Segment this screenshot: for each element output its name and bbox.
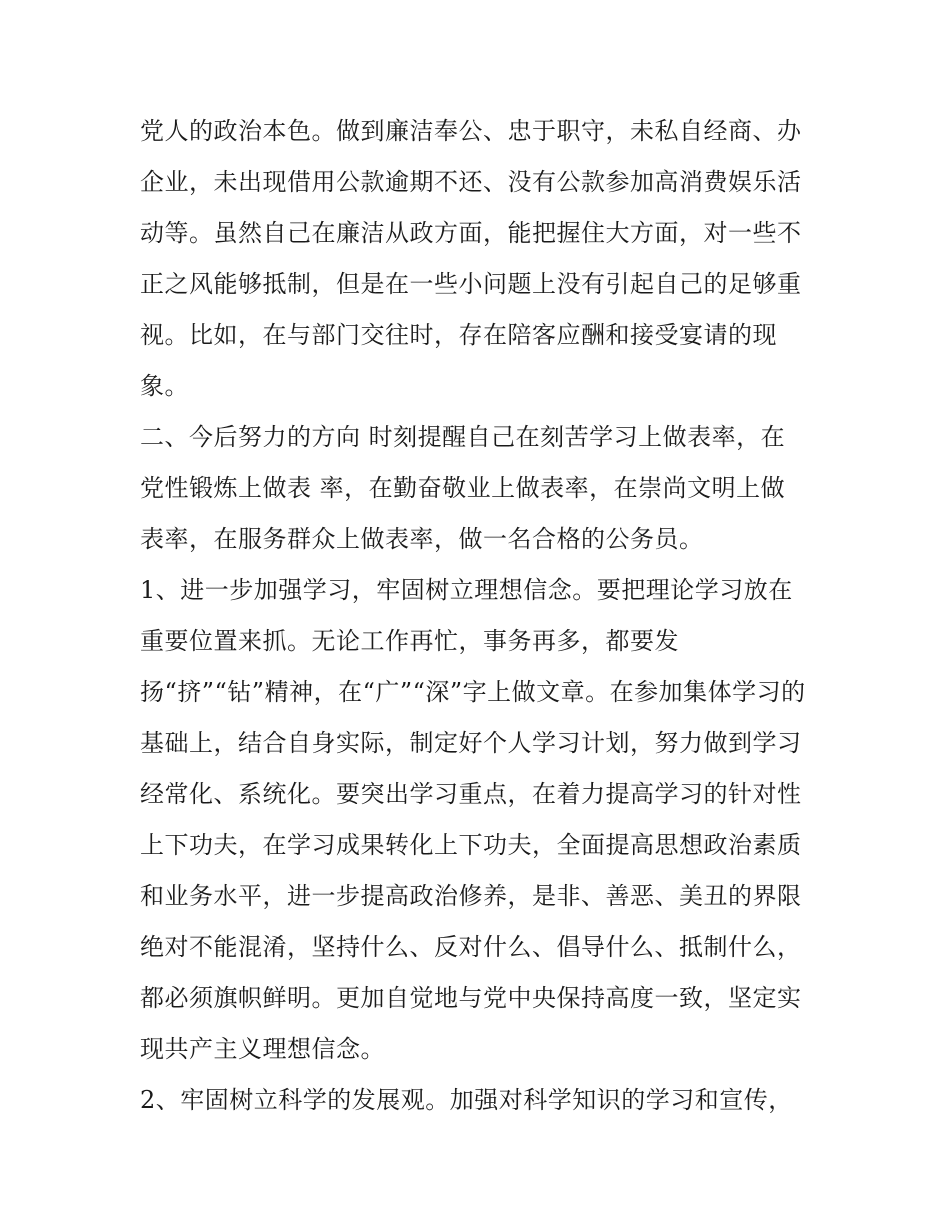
text-line: 象。 [140, 372, 189, 400]
section-heading-line: 二、今后努力的方向 时刻提醒自己在刻苦学习上做表率，在 [140, 423, 786, 451]
text-line: 和业务水平，进一步提高政治修养，是非、善恶、美丑的界限 [140, 882, 802, 910]
text-line: 经常化、系统化。要突出学习重点，在着力提高学习的针对性 [140, 780, 802, 808]
numbered-item-line: 2、牢固树立科学的发展观。加强对科学知识的学习和宣传， [140, 1086, 793, 1114]
text-line: 基础上，结合自身实际，制定好个人学习计划，努力做到学习 [140, 729, 802, 757]
text-line: 正之风能够抵制，但是在一些小问题上没有引起自己的足够重 [140, 270, 802, 298]
text-line: 扬“挤”“钻”精神，在“广”“深”字上做文章。在参加集体学习的 [140, 678, 806, 706]
text-line: 绝对不能混淆，坚持什么、反对什么、倡导什么、抵制什么， [140, 933, 802, 961]
text-line: 动等。虽然自己在廉洁从政方面，能把握住大方面，对一些不 [140, 219, 802, 247]
body-text [140, 106, 820, 1126]
text-line: 重要位置来抓。无论工作再忙，事务再多，都要发 [140, 627, 679, 655]
text-line: 党人的政治本色。做到廉洁奉公、忠于职守，未私自经商、办 [140, 117, 802, 145]
text-line: 党性锻炼上做表 率，在勤奋敬业上做表率，在崇尚文明上做 [140, 474, 786, 502]
text-line: 表率，在服务群众上做表率，做一名合格的公务员。 [140, 525, 704, 553]
text-line: 企业，未出现借用公款逾期不还、没有公款参加高消费娱乐活 [140, 168, 802, 196]
text-line: 视。比如，在与部门交往时，存在陪客应酬和接受宴请的现 [140, 321, 777, 349]
numbered-item-line: 1、进一步加强学习，牢固树立理想信念。要把理论学习放在 [140, 576, 793, 604]
text-line: 都必须旗帜鲜明。更加自觉地与党中央保持高度一致，坚定实 [140, 984, 802, 1012]
text-line: 上下功夫，在学习成果转化上下功夫，全面提高思想政治素质 [140, 831, 802, 859]
text-line: 现共产主义理想信念。 [140, 1035, 385, 1063]
